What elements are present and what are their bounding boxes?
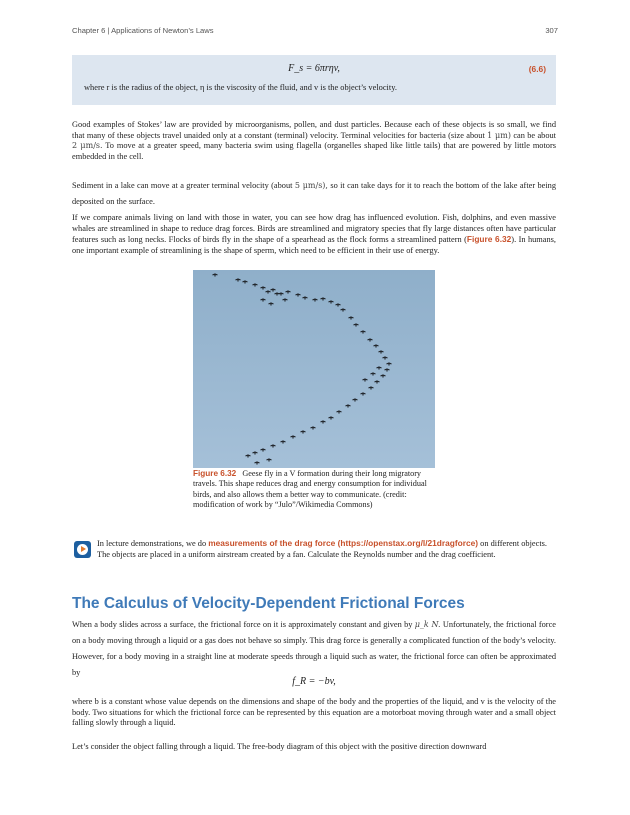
goose-mark — [261, 449, 266, 452]
paragraph-friction — [72, 617, 556, 681]
math-friction: μ_k N. — [414, 620, 441, 629]
caption-text: Geese fly in a V formation during their long migratory travels. This shape reduces drag and energy consumption for individual birds, and also allows them a better way to communicate. (credit: modification of work by “Julo”/Wikimedia Commons) — [193, 469, 427, 510]
goose-mark — [341, 309, 346, 312]
goose-mark — [271, 445, 276, 448]
goose-mark — [375, 381, 380, 384]
goose-mark — [255, 462, 260, 465]
goose-mark — [313, 299, 318, 302]
equation-explanation: where r is the radius of the object, η is the viscosity of the fluid, and v is the object’s velocity. — [84, 83, 397, 92]
geese-photo — [193, 270, 435, 468]
goose-mark — [291, 436, 296, 439]
goose-mark — [363, 379, 368, 382]
geese-v-formation — [193, 270, 435, 468]
figure-caption — [193, 469, 439, 511]
math-speed: 5 μm/s), — [294, 181, 328, 190]
drag-force-link[interactable]: measurements of the drag force (https://openstax.org/l/21dragforce) — [208, 538, 479, 548]
goose-mark — [387, 363, 392, 366]
page-number: 307 — [545, 26, 558, 35]
figure-label: Figure 6.32 — [193, 469, 237, 478]
text: Unfortunately, the frictional force on a body moving through a liquid or a gas does not behave so simply. This drag force is generally a complicated function of the body’s velocity. However, for a body moving in a straight line at moderate speeds through a liquid such as water, the frictional force can often be approximated by — [72, 620, 556, 677]
goose-mark — [361, 393, 366, 396]
goose-mark — [269, 303, 274, 306]
goose-mark — [371, 373, 376, 376]
text: In lecture demonstrations, we do — [97, 539, 207, 548]
paragraph-b-constant: where b is a constant whose value depends on the dimensions and shape of the body and the properties of the liquid, and v is the velocity of the body. Two situations for which the frictional force can be represented by this equation are a motorboat moving through water and a small object falling slowly through a liquid. — [72, 697, 556, 728]
paragraph-stokes-examples — [72, 120, 556, 162]
paragraph-evolution — [72, 213, 556, 256]
goose-mark — [381, 375, 386, 378]
media-play-icon — [74, 541, 91, 558]
goose-mark — [346, 405, 351, 408]
goose-mark — [329, 301, 334, 304]
goose-mark — [271, 289, 276, 292]
drag-equation: f_R = −bv, — [292, 676, 336, 687]
text: ). In humans, one important example of streamlining is the shape of sperm, which need to be efficient in their use of energy. — [72, 235, 556, 255]
goose-mark — [246, 455, 251, 458]
goose-mark — [253, 284, 258, 287]
goose-mark — [267, 459, 272, 462]
goose-mark — [385, 369, 390, 372]
paragraph-falling-object: Let’s consider the object falling through a liquid. The free-body diagram of this object with the positive direction downward — [72, 742, 487, 751]
goose-mark — [377, 367, 382, 370]
goose-mark — [321, 298, 326, 301]
math-size: 1 μm) — [487, 130, 511, 140]
goose-mark — [283, 299, 288, 302]
goose-mark — [213, 274, 218, 277]
equation-number: (6.6) — [528, 64, 546, 74]
goose-mark — [354, 324, 359, 327]
text: To move at a greater speed, many bacteria swim using flagella (organelles shaped like little tails) that are powered by little motors embedded in the cell. — [72, 141, 556, 161]
equation-box — [72, 55, 556, 105]
goose-mark — [253, 452, 258, 455]
goose-mark — [281, 441, 286, 444]
page-header — [72, 26, 558, 35]
goose-mark — [261, 287, 266, 290]
math-speed: 2 μm/s. — [72, 141, 103, 151]
goose-mark — [353, 399, 358, 402]
chapter-title: Chapter 6 | Applications of Newton’s Laws — [72, 26, 214, 35]
stokes-law-equation: F_s = 6πrηv, — [288, 63, 340, 74]
goose-mark — [261, 299, 266, 302]
text: can be about — [513, 130, 556, 140]
goose-mark — [361, 331, 366, 334]
text: When a body slides across a surface, the frictional force on it is approximately constant and given by — [72, 620, 413, 629]
goose-mark — [243, 281, 248, 284]
goose-mark — [383, 357, 388, 360]
figure-reference-link[interactable]: Figure 6.32 — [466, 234, 512, 245]
goose-mark — [303, 297, 308, 300]
goose-mark — [369, 387, 374, 390]
goose-mark — [266, 291, 271, 294]
goose-mark — [275, 293, 280, 296]
goose-mark — [321, 421, 326, 424]
goose-mark — [301, 431, 306, 434]
text: so it can take days for it to reach the bottom of the lake after being deposited on the surface. — [72, 181, 557, 206]
goose-mark — [311, 427, 316, 430]
goose-mark — [329, 417, 334, 420]
goose-mark — [286, 291, 291, 294]
text: Sediment in a lake can move at a greater terminal velocity (about — [72, 181, 293, 190]
goose-mark — [337, 411, 342, 414]
paragraph-sediment — [72, 178, 556, 210]
goose-mark — [236, 279, 241, 282]
text: on different objects. The objects are placed in a uniform airstream created by a fan. Calculate the Reynolds number and the drag coefficient. — [97, 539, 547, 559]
goose-mark — [368, 339, 373, 342]
media-note — [97, 538, 556, 560]
goose-mark — [374, 345, 379, 348]
goose-mark — [379, 351, 384, 354]
text: If we compare animals living on land with those in water, you can see how drag has influenced evolution. Fish, dolphins, and even massive whales are streamlined in shape to reduce drag forces. Birds are streamlined and migratory species that fly large distances often have particular features such as long necks. Flocks of birds fly in the shape of a spearhead as the flock forms a streamlined pattern ( — [72, 213, 556, 245]
section-heading: The Calculus of Velocity-Dependent Frictional Forces — [72, 595, 465, 612]
goose-mark — [336, 304, 341, 307]
goose-mark — [349, 317, 354, 320]
goose-mark — [296, 294, 301, 297]
text: Good examples of Stokes’ law are provided by microorganisms, pollen, and dust particles. Because each of these objects is so small, we find that many of these objects travel unaided only at a constant (terminal) velocity. Terminal velocities for bacteria (size about — [72, 120, 556, 140]
